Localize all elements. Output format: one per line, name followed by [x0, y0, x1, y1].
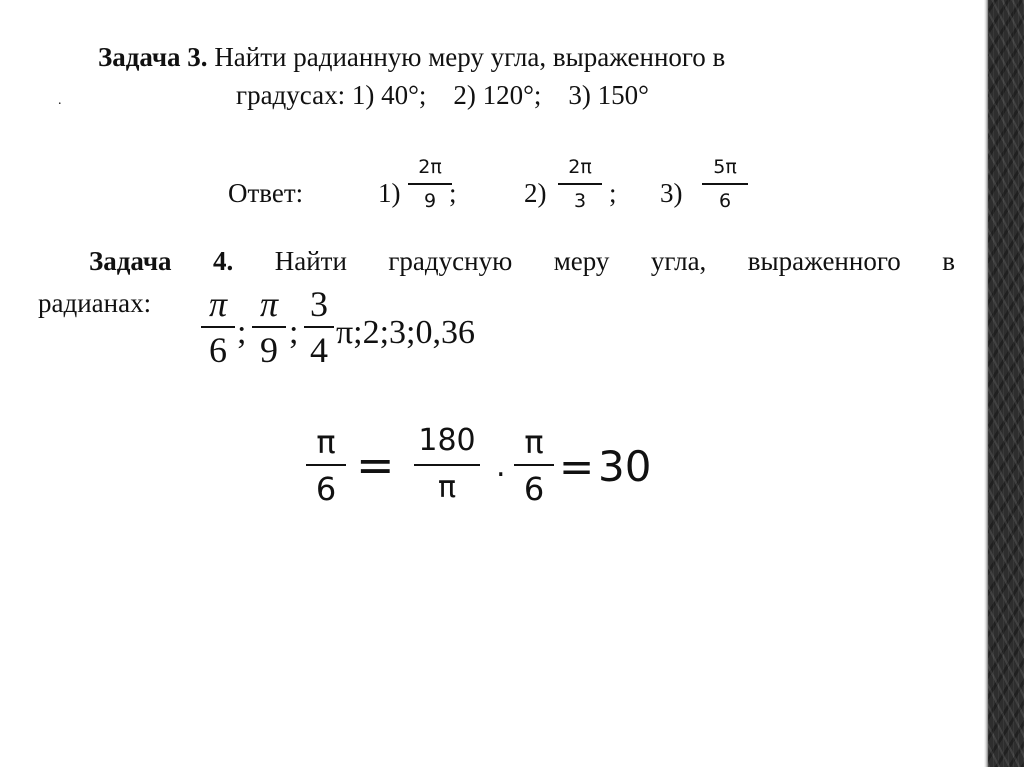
example-factor-1-denominator: π: [437, 470, 457, 505]
fraction-bar: [414, 464, 480, 466]
example-equals-1: =: [356, 438, 395, 492]
answer-1-separator: ;: [449, 178, 457, 208]
example-lhs-numerator: π: [316, 423, 336, 461]
expr-separator-1: ;: [237, 314, 247, 351]
example-equals-2: =: [559, 442, 595, 491]
expr-fraction-1-denominator: 6: [209, 329, 227, 370]
example-lhs-fraction: [306, 423, 346, 508]
expr-fraction-1-numerator: π: [208, 284, 228, 324]
expr-fraction-3-numerator: 3: [310, 284, 328, 324]
example-factor-2-numerator: π: [524, 423, 544, 461]
task4-line2: радианах:: [38, 288, 152, 318]
fraction-bar: [702, 183, 748, 185]
expr-fraction-2-numerator: π: [259, 284, 279, 324]
answer-1-fraction: [408, 158, 452, 211]
expr-separator-2: ;: [289, 314, 299, 351]
example-lhs-denominator: 6: [315, 470, 337, 508]
task4-line1: [89, 246, 955, 277]
task3-text-line1: Найти радианную меру угла, выраженного в: [214, 42, 726, 72]
expr-fraction-1: [201, 286, 235, 368]
example-factor-1-numerator: 180: [418, 423, 476, 458]
decorative-border-strip: [988, 0, 1024, 767]
example-dot: .: [496, 449, 506, 484]
answer-1-denominator: 9: [423, 189, 437, 212]
fraction-bar: [201, 326, 235, 328]
example-factor-2-denominator: 6: [523, 470, 545, 508]
task4-number: 4.: [213, 246, 234, 276]
expr-fraction-3: [304, 286, 334, 368]
task4-word: градусную: [388, 246, 513, 276]
answer-1-numerator: 2π: [418, 156, 442, 178]
answer-2-numerator: 2π: [568, 156, 592, 178]
answer-1-label: 1): [378, 178, 401, 208]
expr-fraction-2-denominator: 9: [260, 329, 278, 370]
stray-dot: .: [58, 93, 62, 108]
task4-word: Найти: [274, 246, 347, 276]
expr-fraction-3-denominator: 4: [310, 329, 328, 370]
task3-title: Задача 3.: [98, 42, 208, 72]
example-result: 30: [598, 442, 652, 491]
example-factor-1-fraction: [414, 423, 480, 505]
answer-3-label: 3): [660, 178, 683, 208]
fraction-bar: [252, 326, 286, 328]
answer-3-denominator: 6: [718, 189, 732, 212]
task3-line1: [98, 42, 725, 73]
task4-word: выраженного: [747, 246, 901, 276]
task4-word: угла,: [650, 246, 707, 276]
fraction-bar: [306, 464, 346, 466]
expr-tail: π;2;3;0,36: [336, 314, 476, 351]
task3-text-line2: градусах: 1) 40°; 2) 120°; 3) 150°: [236, 80, 649, 110]
task4-title: Задача: [89, 246, 172, 276]
answer-2-fraction: [558, 158, 602, 211]
fraction-bar: [408, 183, 452, 185]
example-factor-2-fraction: [514, 423, 554, 508]
task4-word: в: [942, 246, 955, 276]
answer-2-label: 2): [524, 178, 547, 208]
fraction-bar: [304, 326, 334, 328]
task4-word: меру: [553, 246, 610, 276]
fraction-bar: [558, 183, 602, 185]
answer-3-fraction: [702, 158, 748, 211]
answer-label: Ответ:: [228, 178, 304, 208]
fraction-bar: [514, 464, 554, 466]
expr-fraction-2: [252, 286, 286, 368]
answer-3-numerator: 5π: [713, 156, 737, 178]
answer-2-separator: ;: [609, 178, 617, 208]
answer-2-denominator: 3: [573, 189, 587, 212]
